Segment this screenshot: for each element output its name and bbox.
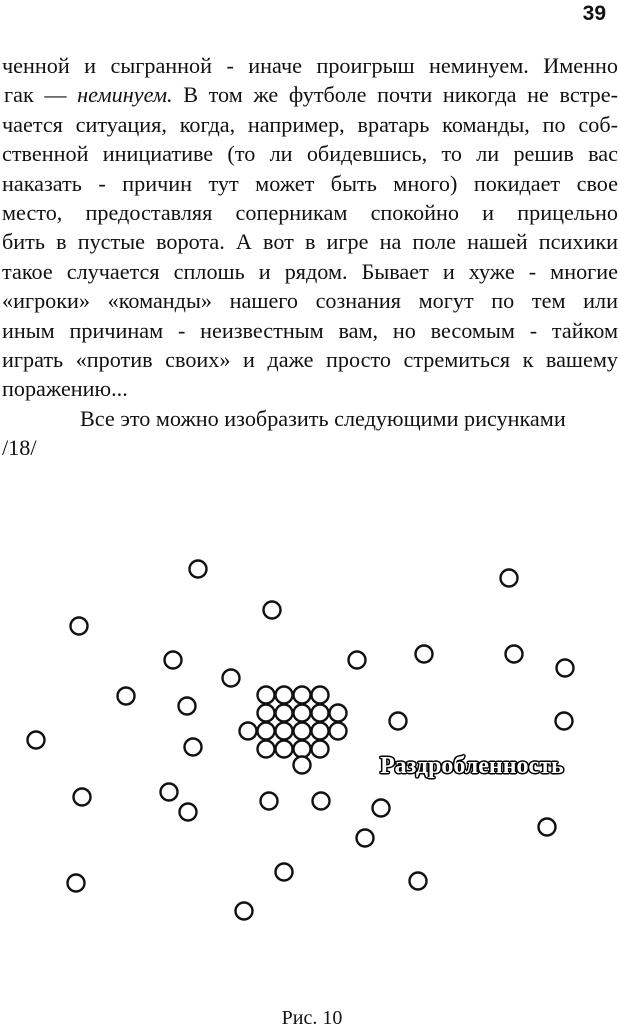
circle-mark [165,652,182,669]
text-line: место, предоставляя соперникам спокойно и прицельно [2,200,618,226]
circle-mark [28,732,45,749]
figure-label: Раздробленность [380,753,564,779]
circle-mark [294,705,311,722]
circle-mark [390,713,407,730]
circle-mark [410,873,427,890]
circle-mark [294,757,311,774]
circle-mark [501,570,518,587]
text-line: чается ситуация, когда, например, вратарь команды, по соб- [2,111,618,137]
circle-mark [312,705,329,722]
text-line: Все это можно изобразить следующими рисунками [80,405,566,431]
circle-mark [258,705,275,722]
emphasis: неминуем. [77,82,173,108]
circle-mark [276,723,293,740]
circle-mark [161,784,178,801]
circle-mark [179,698,196,715]
circle-mark [71,618,88,635]
circle-mark [416,646,433,663]
text-line: ственной инициативе (то ли обидевшись, то ли решив вас [2,141,618,167]
text-fragment: В том же футболе почти никогда не встре- [172,82,618,108]
circle-mark [556,713,573,730]
circle-mark [258,723,275,740]
circle-mark [330,705,347,722]
circle-mark [357,830,374,847]
body-text [2,51,618,463]
circle-mark [118,688,135,705]
circle-mark [330,723,347,740]
circle-mark [506,646,523,663]
text-line [2,80,618,109]
text-line: иным причинам - неизвестным вам, но весомым - тайком [2,317,618,343]
circle-mark [258,741,275,758]
circle-mark [312,723,329,740]
text-line: /18/ [2,435,37,461]
text-line: играть «против своих» и даже просто стремиться к вашему [2,347,618,373]
text-fragment: гак — [4,82,78,108]
circle-mark [276,741,293,758]
circle-mark [261,793,278,810]
circle-mark [557,660,574,677]
circle-mark [236,903,253,920]
circle-mark [180,804,197,821]
circle-mark [313,793,330,810]
circle-mark [223,670,240,687]
circle-mark [294,723,311,740]
figure-fragmentation [0,540,620,960]
circle-mark [190,561,207,578]
circle-mark [185,739,202,756]
circle-mark [373,800,390,817]
circle-mark [294,687,311,704]
circle-mark [276,705,293,722]
circle-mark [312,687,329,704]
text-line: «игроки» «команды» нашего сознания могут по тем или [2,288,618,314]
text-line: наказать - причин тут может быть много) покидает свое [2,170,618,196]
circle-mark [312,741,329,758]
text-line: поражению... [2,376,128,402]
circle-mark [258,687,275,704]
page-number: 39 [582,2,606,25]
text-line: такое случается сплошь и рядом. Бывает и хуже - многие [2,258,618,284]
circle-mark [276,864,293,881]
text-line: бить в пустые ворота. А вот в игре на поле нашей психики [2,229,618,255]
circle-mark [276,687,293,704]
circle-mark [240,723,257,740]
circle-mark [539,819,556,836]
circle-mark [349,652,366,669]
circles-diagram [0,540,620,960]
circle-mark [264,602,281,619]
circle-mark [74,789,91,806]
text-line: ченной и сыгранной - иначе проигрыш неминуем. Именно [2,53,618,78]
figure-caption: Рис. 10 [281,1007,343,1029]
circle-mark [294,741,311,758]
circle-mark [68,875,85,892]
